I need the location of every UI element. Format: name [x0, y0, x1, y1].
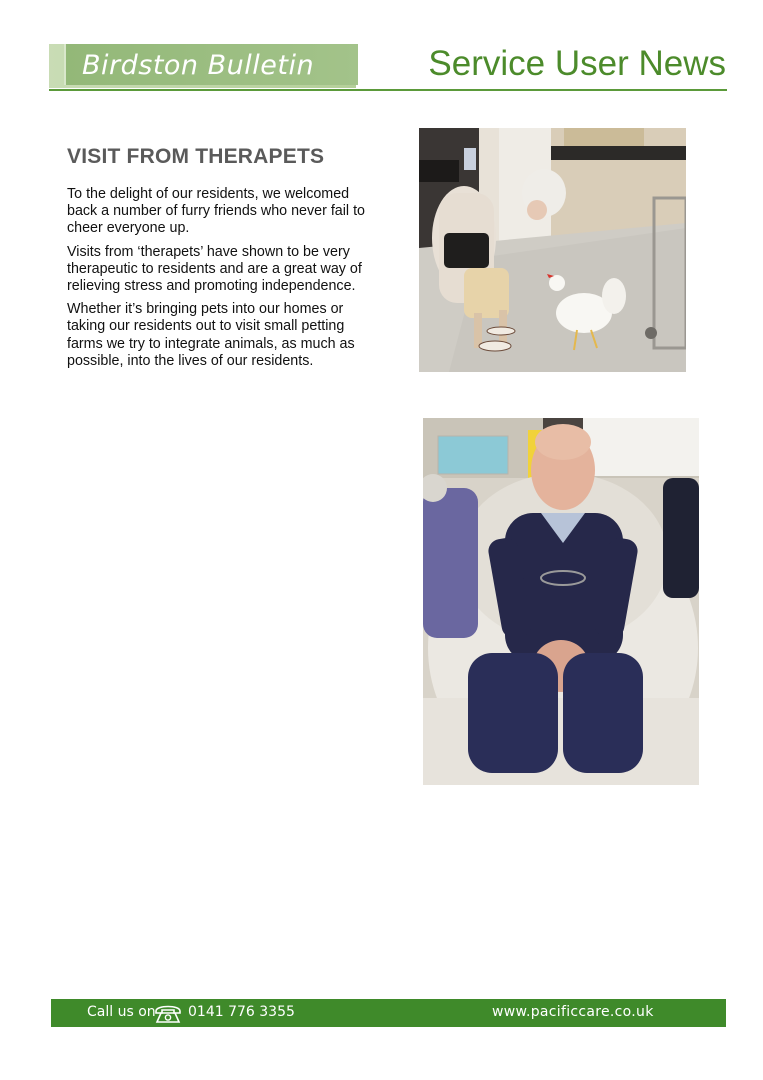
- article-paragraph: Visits from ‘therapets’ have shown to be very therapeutic to residents and are a great way of relieving stress and promoting independence.: [67, 243, 362, 295]
- article-paragraph: To the delight of our residents, we welcomed back a number of furry friends who never fail to cheer everyone up.: [67, 186, 365, 237]
- article-heading: VISIT FROM THERAPETS: [67, 145, 325, 168]
- telephone-icon: [153, 1002, 183, 1024]
- bulletin-title: Birdston Bulletin: [82, 50, 315, 81]
- photo-resident-with-chicken: [419, 128, 686, 372]
- footer-call-label: Call us on: [87, 1004, 156, 1020]
- section-title: Service User News: [428, 44, 726, 83]
- article-paragraph: Whether it’s bringing pets into our homes or taking our residents out to visit small petting farms we try to integrate animals, as much as possible, into the lives of our residents.: [67, 301, 355, 369]
- article-body: [67, 186, 379, 376]
- photo-resident-holding-pet: [423, 418, 699, 785]
- footer-phone-number: 0141 776 3355: [188, 1004, 295, 1020]
- footer-website-link[interactable]: www.pacificcare.co.uk: [492, 1004, 654, 1020]
- header-divider: [49, 89, 727, 91]
